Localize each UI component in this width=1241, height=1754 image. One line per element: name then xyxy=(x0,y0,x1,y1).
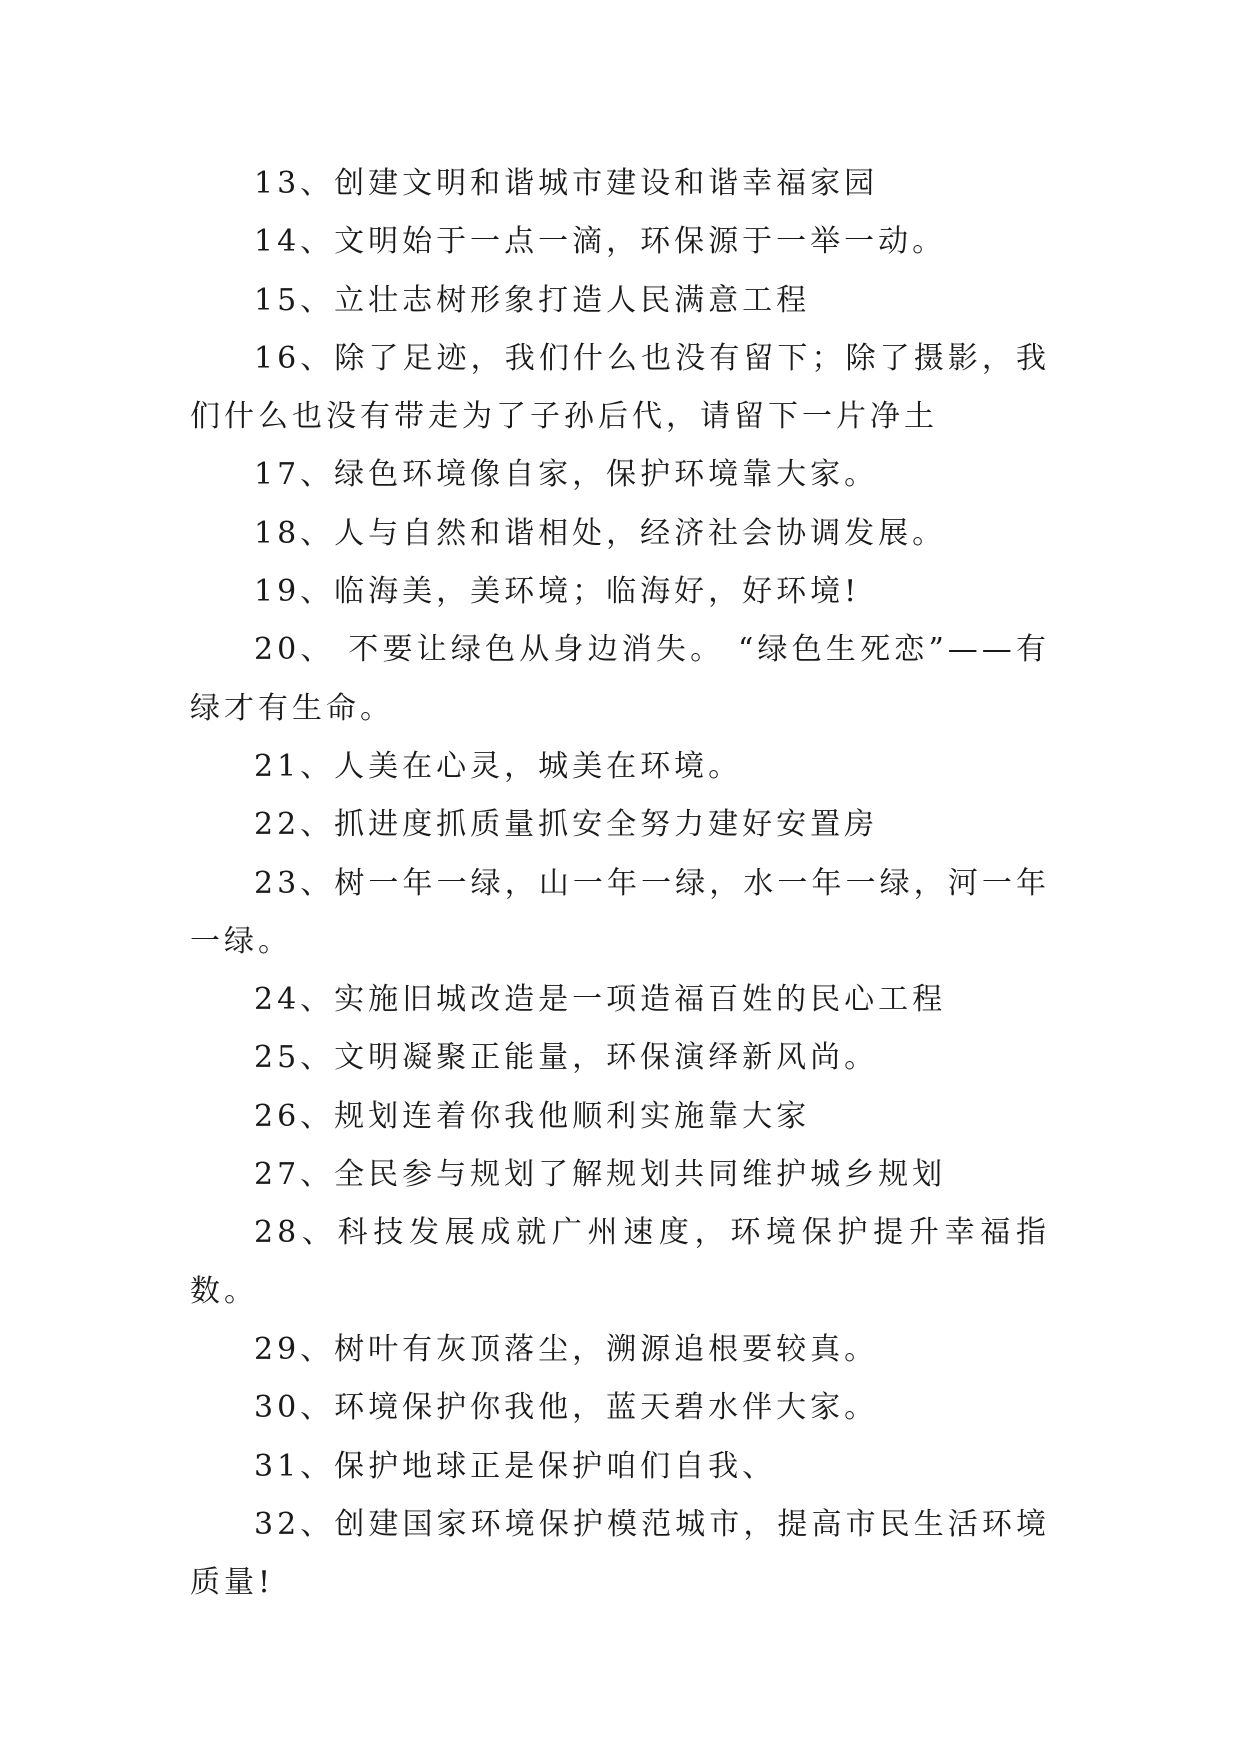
list-item: 14、文明始于一点一滴，环保源于一举一动。 xyxy=(254,224,947,260)
list-item: 17、绿色环境像自家，保护环境靠大家。 xyxy=(254,457,879,493)
list-item: 26、规划连着你我他顺利实施靠大家 xyxy=(254,1098,811,1134)
list-item: 24、实施旧城改造是一项造福百姓的民心工程 xyxy=(254,982,947,1018)
list-item: 32、创建国家环境保护模范城市，提高市民生活环境质量! xyxy=(190,1506,1050,1601)
list-item: 20、 不要让绿色从身边消失。 “绿色生死恋”——有绿才有生命。 xyxy=(190,632,1050,726)
list-item: 23、树一年一绿，山一年一绿，水一年一绿，河一年一绿。 xyxy=(190,865,1050,959)
list-item: 13、创建文明和谐城市建设和谐幸福家园 xyxy=(254,166,879,201)
list-item: 15、立壮志树形象打造人民满意工程 xyxy=(254,282,811,318)
list-item: 18、人与自然和谐相处，经济社会协调发展。 xyxy=(254,515,947,551)
list-item: 31、保护地球正是保护咱们自我、 xyxy=(254,1448,777,1484)
list-item: 16、除了足迹，我们什么也没有留下；除了摄影，我们什么也没有带走为了子孙后代，请留下一片净土 xyxy=(190,340,1050,435)
list-item: 27、全民参与规划了解规划共同维护城乡规划 xyxy=(254,1157,947,1193)
list-item: 22、抓进度抓质量抓安全努力建好安置房 xyxy=(254,807,879,843)
list-item: 19、临海美，美环境；临海好，好环境! xyxy=(254,574,861,610)
list-item: 28、科技发展成就广州速度，环境保护提升幸福指数。 xyxy=(190,1215,1050,1309)
list-item: 30、环境保护你我他，蓝天碧水伴大家。 xyxy=(254,1390,879,1426)
list-item: 29、树叶有灰顶落尘，溯源追根要较真。 xyxy=(254,1331,879,1367)
list-item: 21、人美在心灵，城美在环境。 xyxy=(254,748,743,784)
list-item: 25、文明凝聚正能量，环保演绎新风尚。 xyxy=(254,1040,879,1076)
document-body xyxy=(190,155,1050,1612)
